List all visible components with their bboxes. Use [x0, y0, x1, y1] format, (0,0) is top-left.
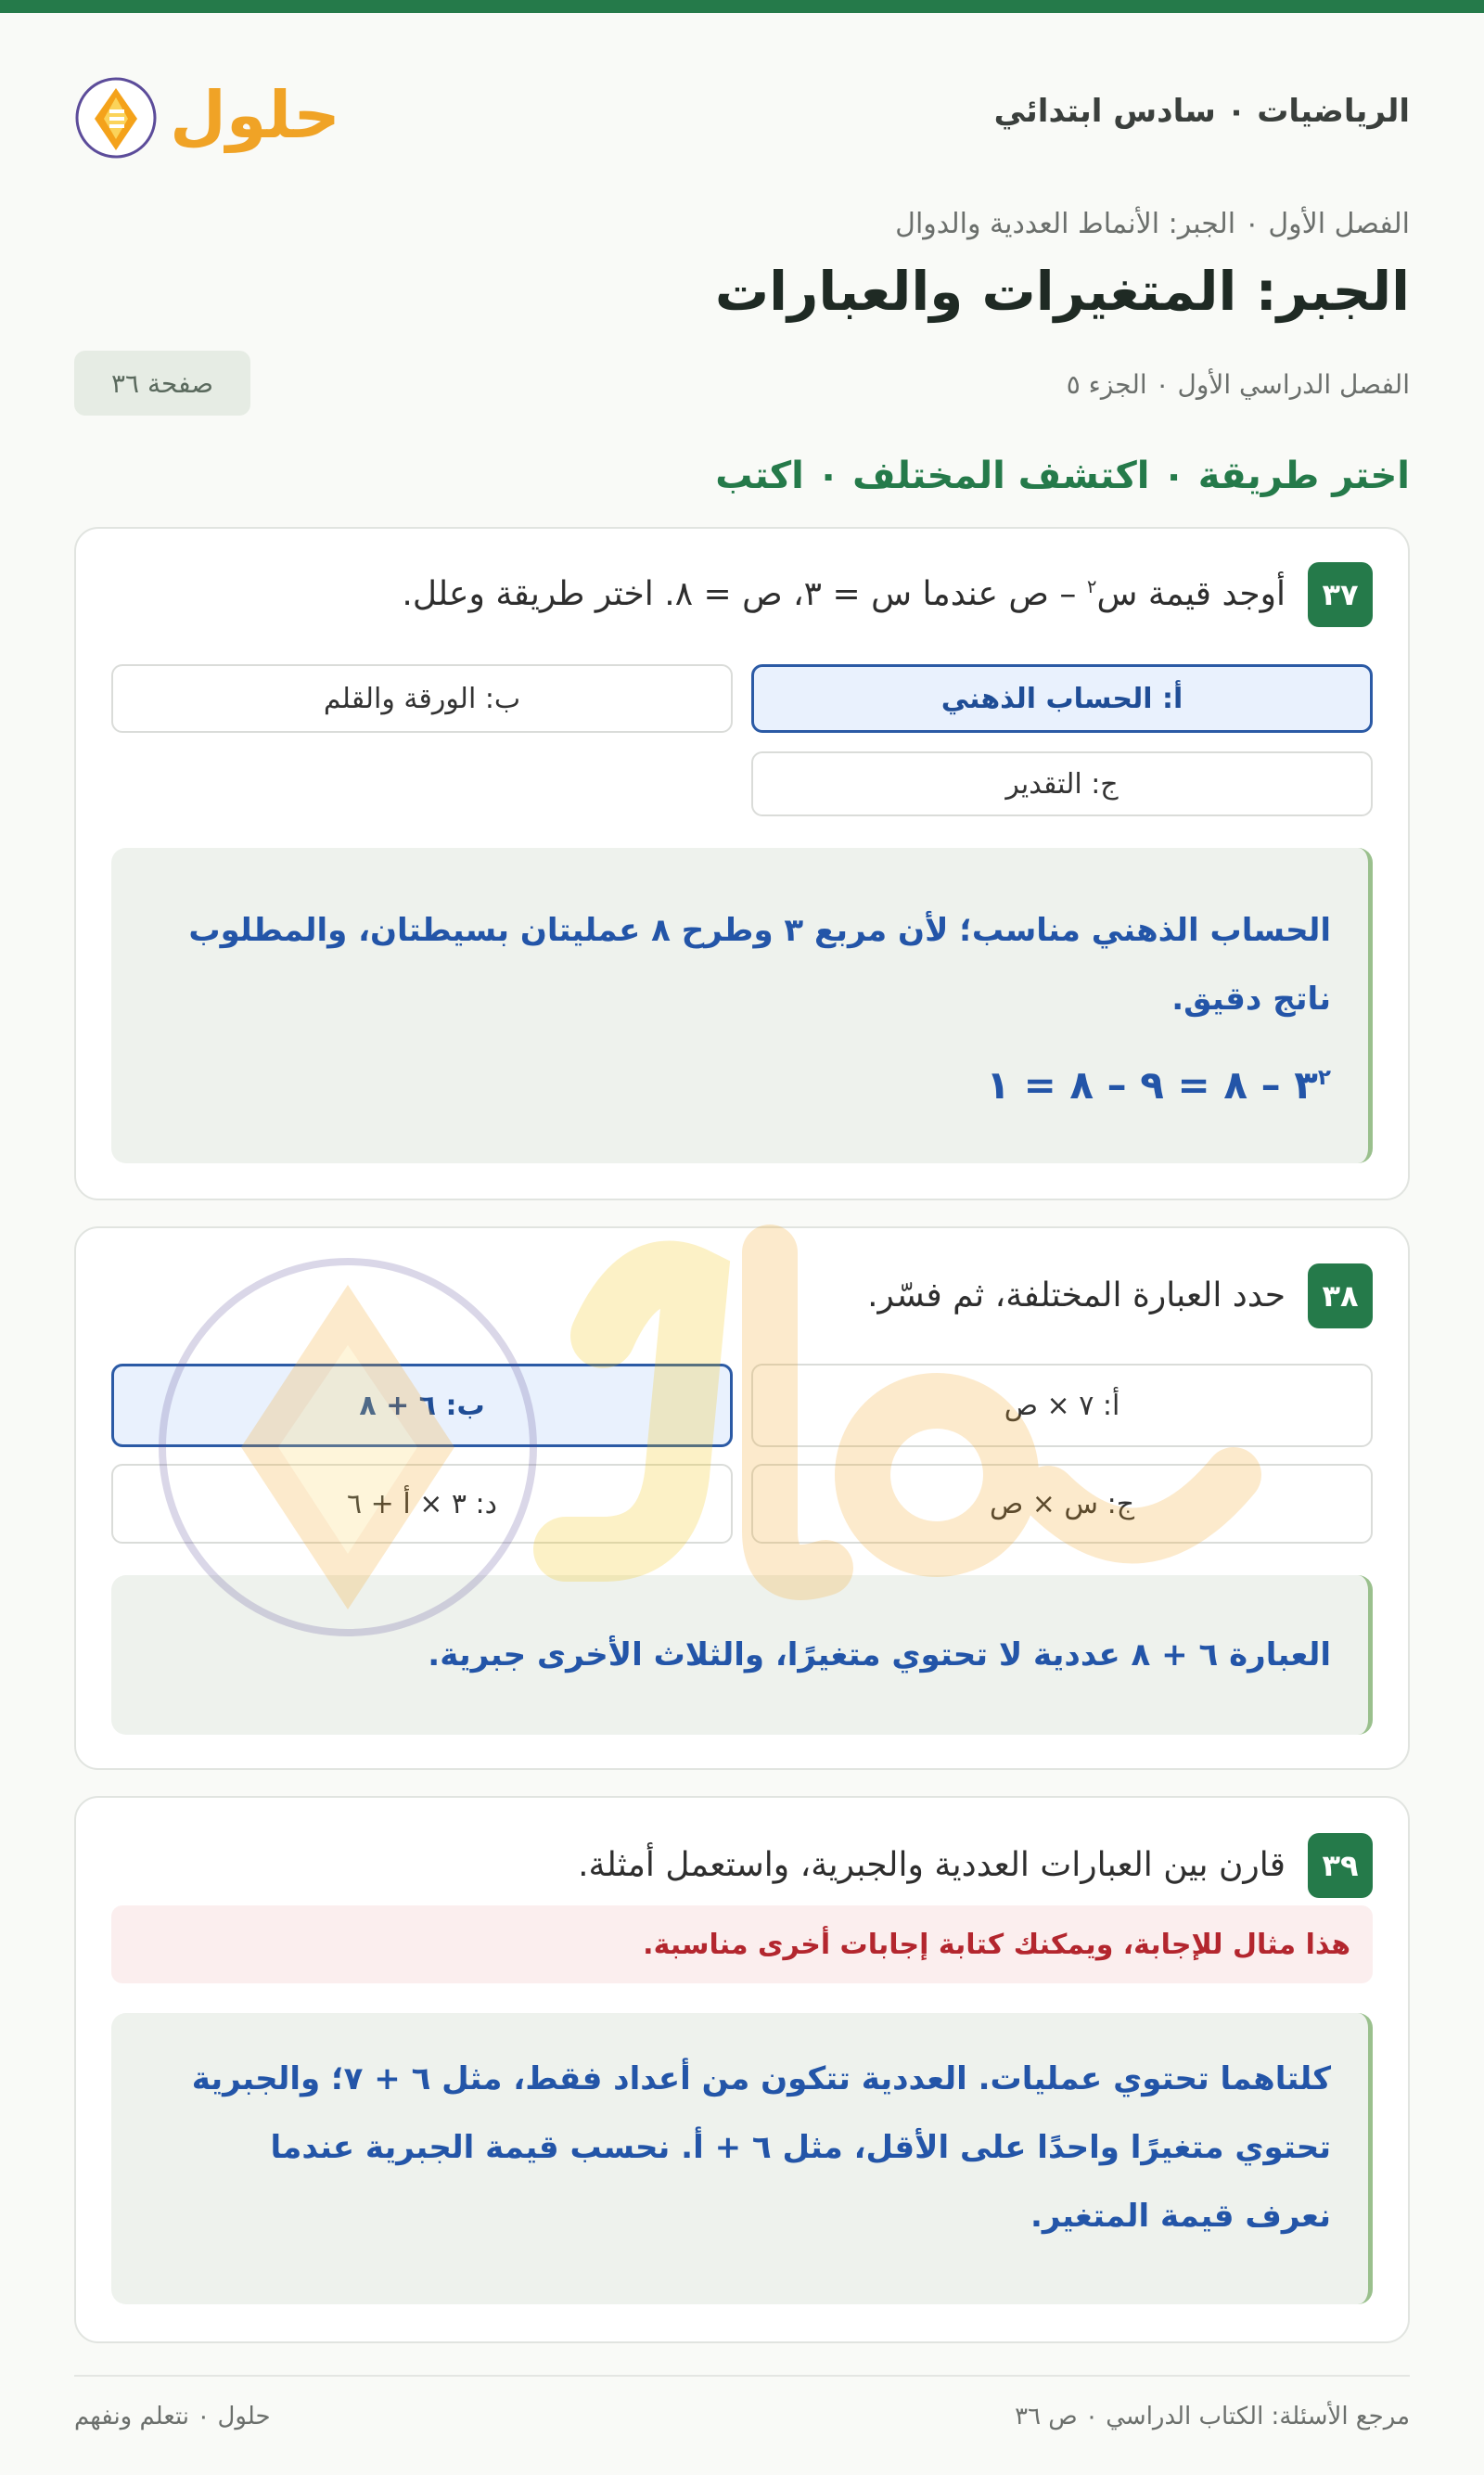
top-accent-bar	[0, 0, 1484, 13]
page-header	[74, 65, 1410, 167]
footer-brand: حلول ٠ نتعلم ونفهم	[74, 2403, 271, 2430]
answer-box	[111, 848, 1373, 1163]
footer-divider	[74, 2375, 1410, 2377]
option-d[interactable]: د: ٣ × أ + ٦	[111, 1464, 733, 1544]
breadcrumb: الفصل الأول ٠ الجبر: الأنماط العددية والدوال	[895, 208, 1410, 240]
option-a-mental-math[interactable]: أ: الحساب الذهني	[751, 664, 1373, 733]
hulul-logo[interactable]	[74, 65, 352, 167]
question-number: ٣٩	[1308, 1833, 1373, 1898]
question-number: ٣٨	[1308, 1263, 1373, 1328]
option-b[interactable]: ب: ٦ + ٨	[111, 1364, 733, 1447]
answer-line: تحتوي متغيرًا واحدًا على الأقل، مثل ٦ + أ. نحسب قيمة الجبرية عندما	[270, 2129, 1331, 2166]
svg-text:حلول: حلول	[170, 77, 340, 153]
answer-line: العبارة ٦ + ٨ عددية لا تحتوي متغيرًا، والثلاث الأخرى جبرية.	[428, 1636, 1331, 1674]
page-badge: صفحة ٣٦	[74, 351, 250, 416]
question-number: ٣٧	[1308, 562, 1373, 627]
answer-equation: $٣^٢$ – ٨ = ٩ – ٨ = ١	[986, 1062, 1331, 1108]
answer-line: الحساب الذهني مناسب؛ لأن مربع ٣ وطرح ٨ عمليتان بسيطتان، والمطلوب	[188, 912, 1331, 949]
section-heading: اختر طريقة ٠ اكتشف المختلف ٠ اكتب	[715, 455, 1410, 497]
footer-reference: مرجع الأسئلة: الكتاب الدراسي ٠ ص ٣٦	[1015, 2403, 1410, 2430]
subject-label: الرياضيات ٠ سادس ابتدائي	[993, 93, 1410, 130]
question-text: حدد العبارة المختلفة، ثم فسّر.	[867, 1276, 1286, 1314]
answer-box	[111, 2013, 1373, 2304]
answer-line: كلتاهما تحتوي عمليات. العددية تتكون من أعداد فقط، مثل ٦ + ٧؛ والجبرية	[191, 2060, 1331, 2097]
option-a[interactable]: أ: ٧ × ص	[751, 1364, 1373, 1447]
option-c-estimation[interactable]: ج: التقدير	[751, 751, 1373, 816]
option-b-paper-pencil[interactable]: ب: الورقة والقلم	[111, 664, 733, 733]
question-card-38	[74, 1226, 1410, 1770]
answer-line: ناتج دقيق.	[1171, 981, 1331, 1018]
question-card-39	[74, 1796, 1410, 2343]
lesson-title: الجبر: المتغيرات والعبارات	[714, 260, 1410, 323]
example-note: هذا مثال للإجابة، ويمكنك كتابة إجابات أخرى مناسبة.	[111, 1905, 1373, 1983]
question-text: قارن بين العبارات العددية والجبرية، واستعمل أمثلة.	[578, 1846, 1286, 1884]
answer-line: نعرف قيمة المتغير.	[1030, 2198, 1331, 2235]
lesson-meta: الفصل الدراسي الأول ٠ الجزء ٥	[1066, 369, 1410, 400]
answer-box	[111, 1575, 1373, 1735]
question-card-37	[74, 527, 1410, 1200]
option-c[interactable]: ج: س × ص	[751, 1464, 1373, 1544]
question-text: أوجد قيمة س$^٢$ – ص عندما س = ٣، ص = ٨. اختر طريقة وعلل.	[402, 575, 1286, 613]
